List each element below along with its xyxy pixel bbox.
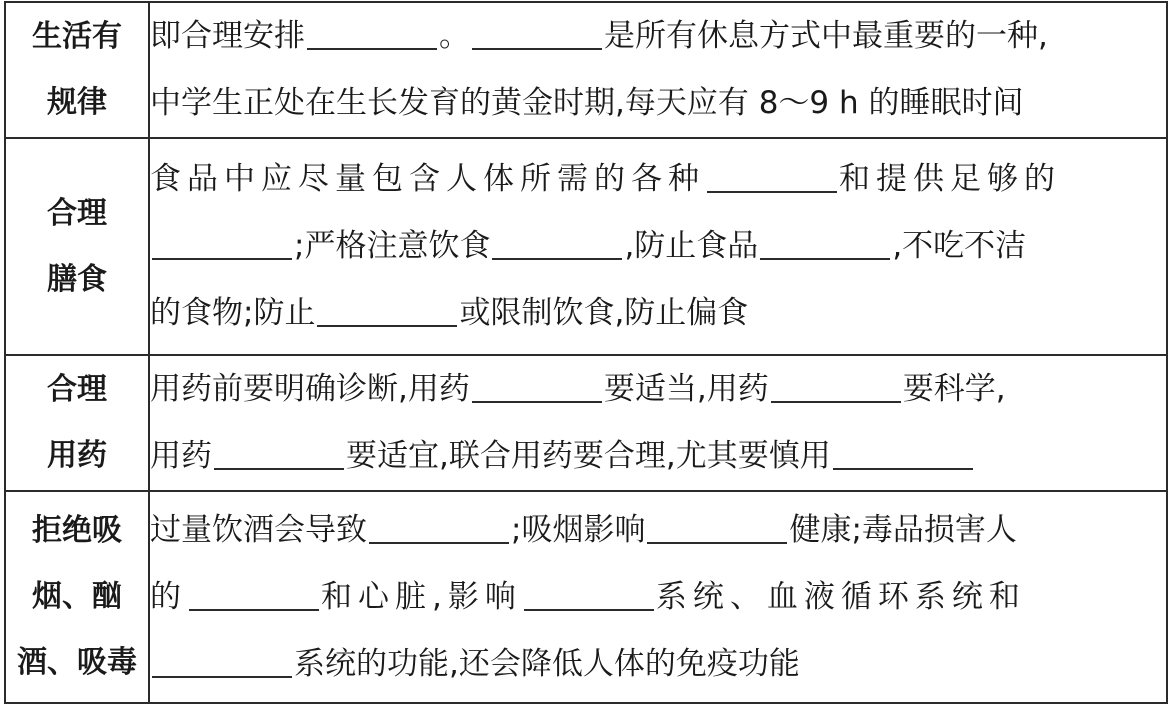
- content-cell: [149, 355, 1167, 491]
- category-label-line: 烟、酗: [32, 579, 122, 614]
- table-row-reasonable-diet: [5, 138, 1167, 355]
- content-line: [150, 631, 1166, 698]
- fill-in-blank[interactable]: [833, 434, 973, 470]
- category-label-line: 酒、吸毒: [17, 645, 137, 680]
- fill-in-blank[interactable]: [214, 434, 344, 470]
- fill-in-blank[interactable]: [771, 367, 901, 403]
- text-segment: 和提供足够的: [839, 161, 1061, 197]
- text-segment: ;吸烟影响: [511, 511, 646, 548]
- text-segment: 健康;毒品损害人: [789, 511, 1017, 548]
- fill-in-blank[interactable]: [760, 224, 890, 260]
- category-label-line: 膳食: [47, 261, 107, 297]
- fill-in-blank[interactable]: [152, 224, 292, 260]
- text-segment: 即合理安排: [150, 18, 305, 54]
- category-label-line: 规律: [47, 85, 107, 120]
- fill-in-blank[interactable]: [307, 14, 437, 50]
- text-segment: 过量饮酒会导致: [150, 511, 367, 548]
- table-row-refuse-smoking-drinking-drugs: [5, 491, 1167, 703]
- content-line: [150, 564, 1166, 631]
- category-cell: [5, 355, 149, 491]
- content-line: [150, 497, 1166, 564]
- fill-in-blank[interactable]: [472, 367, 602, 403]
- fill-in-blank[interactable]: [189, 575, 319, 611]
- text-segment: 用药: [150, 438, 212, 474]
- content-cell: [149, 138, 1167, 355]
- fill-in-blank[interactable]: [524, 575, 654, 611]
- category-label-line: 拒绝吸: [32, 513, 122, 548]
- fill-in-blank[interactable]: [369, 508, 509, 544]
- text-segment: 和心脏,影响: [321, 578, 522, 615]
- content-line: [150, 356, 1166, 423]
- text-segment: 要适宜,联合用药要合理,尤其要慎用: [346, 438, 831, 474]
- table-row-reasonable-medication: [5, 355, 1167, 491]
- category-cell: [5, 138, 149, 355]
- content-line: [150, 3, 1166, 70]
- text-segment: 。: [439, 18, 470, 54]
- content-line: [150, 280, 1166, 347]
- category-label-line: 合理: [47, 372, 107, 407]
- content-line: [150, 146, 1166, 213]
- text-segment: 是所有休息方式中最重要的一种,: [604, 18, 1048, 54]
- category-cell: [5, 2, 149, 138]
- text-segment: 的食物;防止: [150, 295, 316, 331]
- text-segment: 系统的功能,还会降低人体的免疫功能: [294, 645, 800, 682]
- text-segment: 的: [150, 578, 187, 615]
- text-segment: 或限制饮食,防止偏食: [459, 295, 749, 331]
- text-segment: ,不吃不洁: [892, 228, 1027, 264]
- fill-in-blank[interactable]: [472, 14, 602, 50]
- fill-in-blank[interactable]: [317, 291, 457, 327]
- fill-in-blank[interactable]: [492, 224, 622, 260]
- category-label-line: 合理: [47, 195, 107, 231]
- text-segment: 要适当,用药: [603, 371, 769, 407]
- category-cell: [5, 491, 149, 703]
- fill-in-blank[interactable]: [152, 642, 292, 678]
- health-habits-table: [4, 1, 1168, 704]
- content-line: [150, 423, 1166, 490]
- text-segment: 食品中应尽量包含人体所需的各种: [150, 161, 705, 197]
- text-segment: 要科学,: [902, 371, 1006, 407]
- text-segment: 用药前要明确诊断,用药: [150, 371, 470, 407]
- category-label-line: 用药: [47, 438, 107, 473]
- fill-in-blank[interactable]: [707, 157, 837, 193]
- category-label-line: 生活有: [32, 19, 122, 54]
- text-segment: ,防止食品: [624, 228, 759, 264]
- content-line: [150, 213, 1166, 280]
- content-cell: [149, 491, 1167, 703]
- text-segment: 中学生正处在生长发育的黄金时期,每天应有 8～9 h 的睡眠时间: [150, 85, 1024, 121]
- content-line: [150, 70, 1166, 137]
- text-segment: ;严格注意饮食: [294, 228, 491, 264]
- content-cell: [149, 2, 1167, 138]
- table-row-regular-life: [5, 2, 1167, 138]
- fill-in-blank[interactable]: [647, 508, 787, 544]
- text-segment: 系统、血液循环系统和: [655, 578, 1026, 615]
